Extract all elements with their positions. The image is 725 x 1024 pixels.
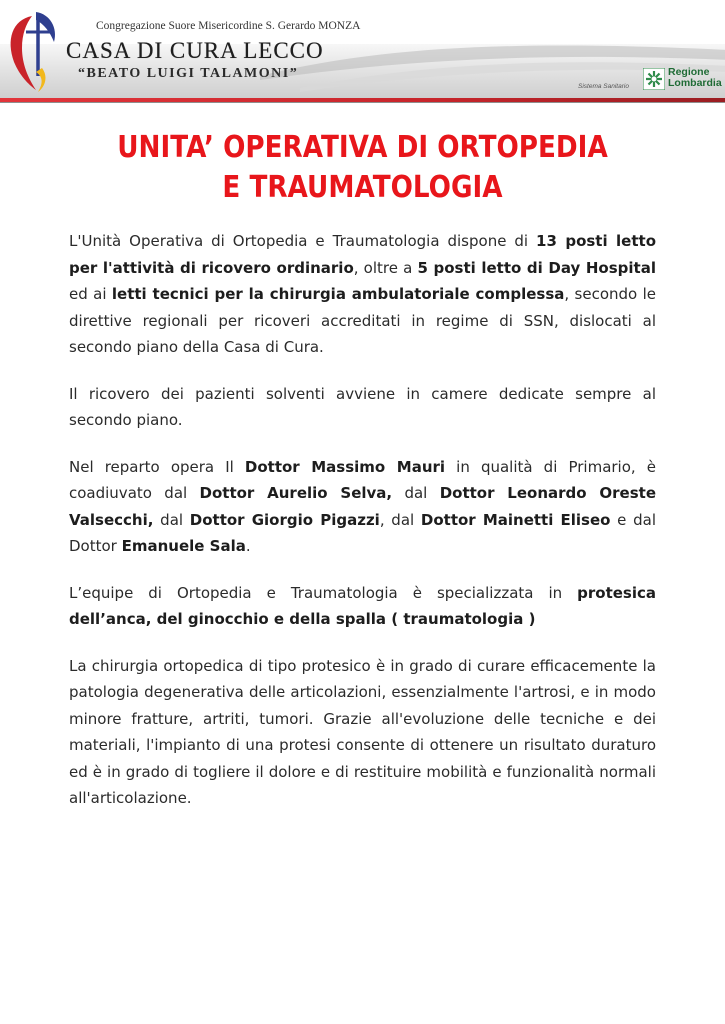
text-run: La chirurgia ortopedica di tipo protesico è in grado di curare efficacemente la patologia degenerativa delle articolazioni, essenzialmente l'artrosi, e in modo minore fratture, artriti, tumori. Grazie all'evoluzione delle tecniche e dei materiali, l'impianto di una protesi consente di ottenere un risultato duraturo ed è in grado di togliere il dolore e di restituire mobilità e funzionalità normali all'articolazione. [69, 656, 656, 807]
bold-text: 13 posti letto per l'attività di ricovero ordinario [69, 232, 656, 277]
bold-text: protesica dell’anca, del ginocchio e della spalla ( traumatologia ) [69, 583, 656, 628]
body-paragraph [69, 454, 656, 560]
bold-text: Dottor Leonardo Oreste Valsecchi, [69, 484, 656, 529]
region-caption: Sistema Sanitario [578, 83, 629, 90]
region-line-2: Lombardia [668, 77, 722, 89]
hospital-name: CASA DI CURA LECCO [66, 38, 324, 63]
page-title-line-1: UNITA’ OPERATIVA DI ORTOPEDIA [117, 130, 608, 165]
congregation-line: Congregazione Suore Misericordine S. Gerardo MONZA [96, 20, 361, 32]
body-paragraph [69, 580, 656, 633]
text-run: in qualità di Primario, è coadiuvato dal [69, 457, 657, 502]
hospital-subtitle: “BEATO LUIGI TALAMONI” [78, 66, 299, 81]
document-body [69, 228, 656, 832]
bold-text: Emanuele Sala [121, 537, 246, 555]
text-run: Nel reparto opera Il [69, 457, 245, 476]
bold-text: Dottor Massimo Mauri [244, 457, 446, 476]
text-run: dal [153, 510, 190, 529]
page-title-line-2: E TRAUMATOLOGIA [222, 170, 503, 205]
page-title [85, 128, 640, 208]
text-run: . [245, 537, 251, 555]
page-header [0, 0, 725, 100]
region-line-1: Regione [668, 66, 710, 78]
body-paragraph [69, 381, 656, 434]
bold-text: Dottor Giorgio Pigazzi [189, 510, 380, 529]
header-gray-rule [0, 102, 725, 103]
text-run: ed ai [69, 285, 112, 303]
body-paragraph [69, 653, 656, 812]
text-run: dal [392, 484, 440, 502]
cross-logo-icon [2, 6, 62, 94]
text-run: Il ricovero dei pazienti solventi avviene in camere dedicate sempre al secondo piano. [69, 384, 656, 429]
bold-text: Dottor Mainetti Eliseo [420, 510, 611, 529]
bold-text: letti tecnici per la chirurgia ambulatoriale complessa [111, 285, 565, 303]
text-run: L’equipe di Ortopedia e Traumatologia è specializzata in [69, 583, 578, 602]
text-run: L'Unità Operativa di Ortopedia e Traumatologia dispone di [69, 232, 537, 250]
bold-text: Dottor Aurelio Selva, [199, 484, 393, 502]
regione-lombardia-logo-icon [643, 68, 665, 90]
text-run: , dal [379, 510, 421, 529]
body-paragraph [69, 228, 656, 361]
region-name [668, 67, 722, 89]
text-run: , secondo le direttive regionali per ricoveri accreditati in regime di SSN, dislocati al secondo piano della Casa di Cura. [69, 285, 656, 356]
bold-text: 5 posti letto di Day Hospital [417, 258, 656, 277]
text-run: e dal Dottor [69, 510, 656, 555]
text-run: , oltre a [353, 258, 418, 277]
